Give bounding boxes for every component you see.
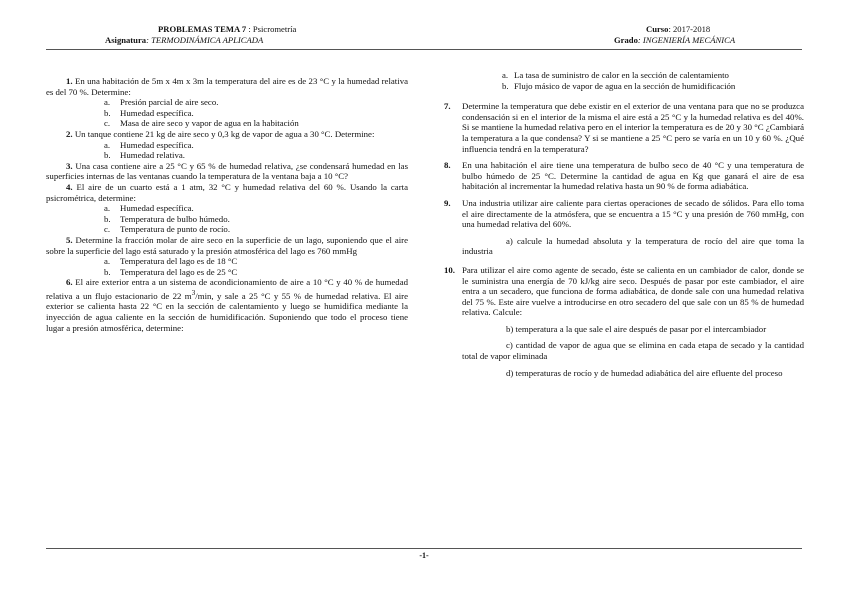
problem-7: 7. Determine la temperatura que debe existir en el exterior de una ventana para que no se produzca condensación si en el interior de la misma el aire está a 25 °C y la humedad relativa es del 40%. Si se mantiene la humedad relativa pero en el interior la temperatura es de 20 y 30 °C ¿Cambiará la temperatura a la que condensa? Y si se mantiene a 25 °C pero se varía en un 10 y 60 %. ¿Qué influencia tendrá en la temperatura? xyxy=(444,101,804,154)
left-column xyxy=(46,76,408,333)
problem-5-option-b: b. Temperatura del lago es de 25 °C xyxy=(104,266,238,277)
problem-2: 2. Un tanque contiene 21 kg de aire seco y 0,3 kg de vapor de agua a 30 °C. Determine: xyxy=(66,128,375,139)
header-subject: Asignatura: TERMODINÁMICA APLICADA xyxy=(105,35,264,45)
problem-2-option-a: a. Humedad específica. xyxy=(104,139,194,150)
problem-4-option-c: c. Temperatura de punto de rocío. xyxy=(104,224,231,235)
problem-1-option-a: a. Presión parcial de aire seco. xyxy=(104,97,219,108)
problem-4-option-b: b. Temperatura de bulbo húmedo. xyxy=(104,213,230,224)
header-problems: PROBLEMAS TEMA 7 : Psicrometría xyxy=(158,24,297,34)
problem-9: 9. Una industria utilizar aire caliente para ciertas operaciones de secado de sólidos. Para ello toma el aire directamente de la atmósfera, que se encuentra a 15 °C y una presión de 760 mmHg, con una humedad relativa del 60%. xyxy=(444,197,804,230)
header-course: Curso: 2017-2018 xyxy=(646,24,711,34)
problem-8: 8. En una habitación el aire tiene una temperatura de bulbo seco de 40 °C y una temperatura de bulbo húmedo de 25 °C. Determine la cantidad de agua en Kg que ganará el aire de esa habitación al incrementar la humedad relativa hasta un 90 % de forma adiabática. xyxy=(444,160,804,192)
problem-4: 4. El aire de un cuarto está a 1 atm, 32 °C y humedad relativa del 60 %. Usando la carta psicrométrica, determine: xyxy=(46,181,408,203)
footer-divider xyxy=(46,548,802,549)
problem-1-option-b: b. Humedad específica. xyxy=(104,107,194,118)
problem-5-option-a: a. Temperatura del lago es de 18 °C xyxy=(104,256,238,267)
problem-5: 5. Determine la fracción molar de aire seco en la superficie de un lago, suponiendo que el aire sobre la superficie del lago está saturado y la presión atmosférica del lago es 760 mmHg xyxy=(46,234,409,256)
right-column xyxy=(444,70,804,384)
problem-6: 6. El aire exterior entra a un sistema de acondicionamiento de aire a 10 °C y 40 % de humedad relativa a un flujo estacionario de 22 $m^3/\min$, y sale a 25 °C y 55 % de humedad relativa. El aire exterior se calienta hasta 22 °C en la sección de calentamiento y luego se humidifica mediante la inyección de agua caliente en la sección de humidificación. Suponiendo que todo el proceso tiene lugar a presión atmosférica, determine: xyxy=(46,277,409,333)
page-number: -1- xyxy=(419,551,429,560)
problem-1-option-c: c. Masa de aire seco y vapor de agua en la habitación xyxy=(104,118,299,129)
problem-9-part-a: a) calcule la humedad absoluta y la temperatura de rocío del aire que toma la industria xyxy=(462,235,804,257)
problem-10: 10. Para utilizar el aire como agente de secado, éste se calienta en un cambiador de calor, donde se le suministra una energía de 70 kJ/kg aire seco. Después de pasar por este cambiador, el aire entra a un secadero, que funciona de forma adiabática, de donde sale con una humedad relativa del 75 %. Este aire vuelve a introducirse en otro secadero del que sale con un 85 % de humedad relativa. Calcule: xyxy=(444,264,804,318)
problem-10-part-b: b) temperatura a la que sale el aire después de pasar por el intercambiador xyxy=(506,323,767,334)
problem-6-option-b: b. Flujo másico de vapor de agua en la sección de humidificación xyxy=(502,80,736,91)
problem-1: 1. En una habitación de 5m x 4m x 3m la temperatura del aire es de 23 °C y la humedad relativa es del 70 %. Determine: xyxy=(46,76,408,97)
header-degree: Grado: INGENIERÍA MECÁNICA xyxy=(614,35,736,45)
problem-10-part-d: d) temperaturas de rocío y de humedad adiabática del aire efluente del proceso xyxy=(506,367,783,378)
problem-10-part-c: c) cantidad de vapor de agua que se elimina en cada etapa de secado y la cantidad total de vapor eliminada xyxy=(462,340,804,362)
problem-6-option-a: a. La tasa de suministro de calor en la sección de calentamiento xyxy=(502,70,729,80)
header-divider xyxy=(46,49,802,50)
problem-2-option-b: b. Humedad relativa. xyxy=(104,150,185,161)
problem-3: 3. Una casa contiene aire a 25 °C y 65 % de humedad relativa, ¿se condensará humedad en las superficies internas de las ventanas cuando la temperatura de la ventana baja a 10 °C? xyxy=(46,160,408,182)
problem-4-option-a: a. Humedad específica. xyxy=(104,203,194,214)
